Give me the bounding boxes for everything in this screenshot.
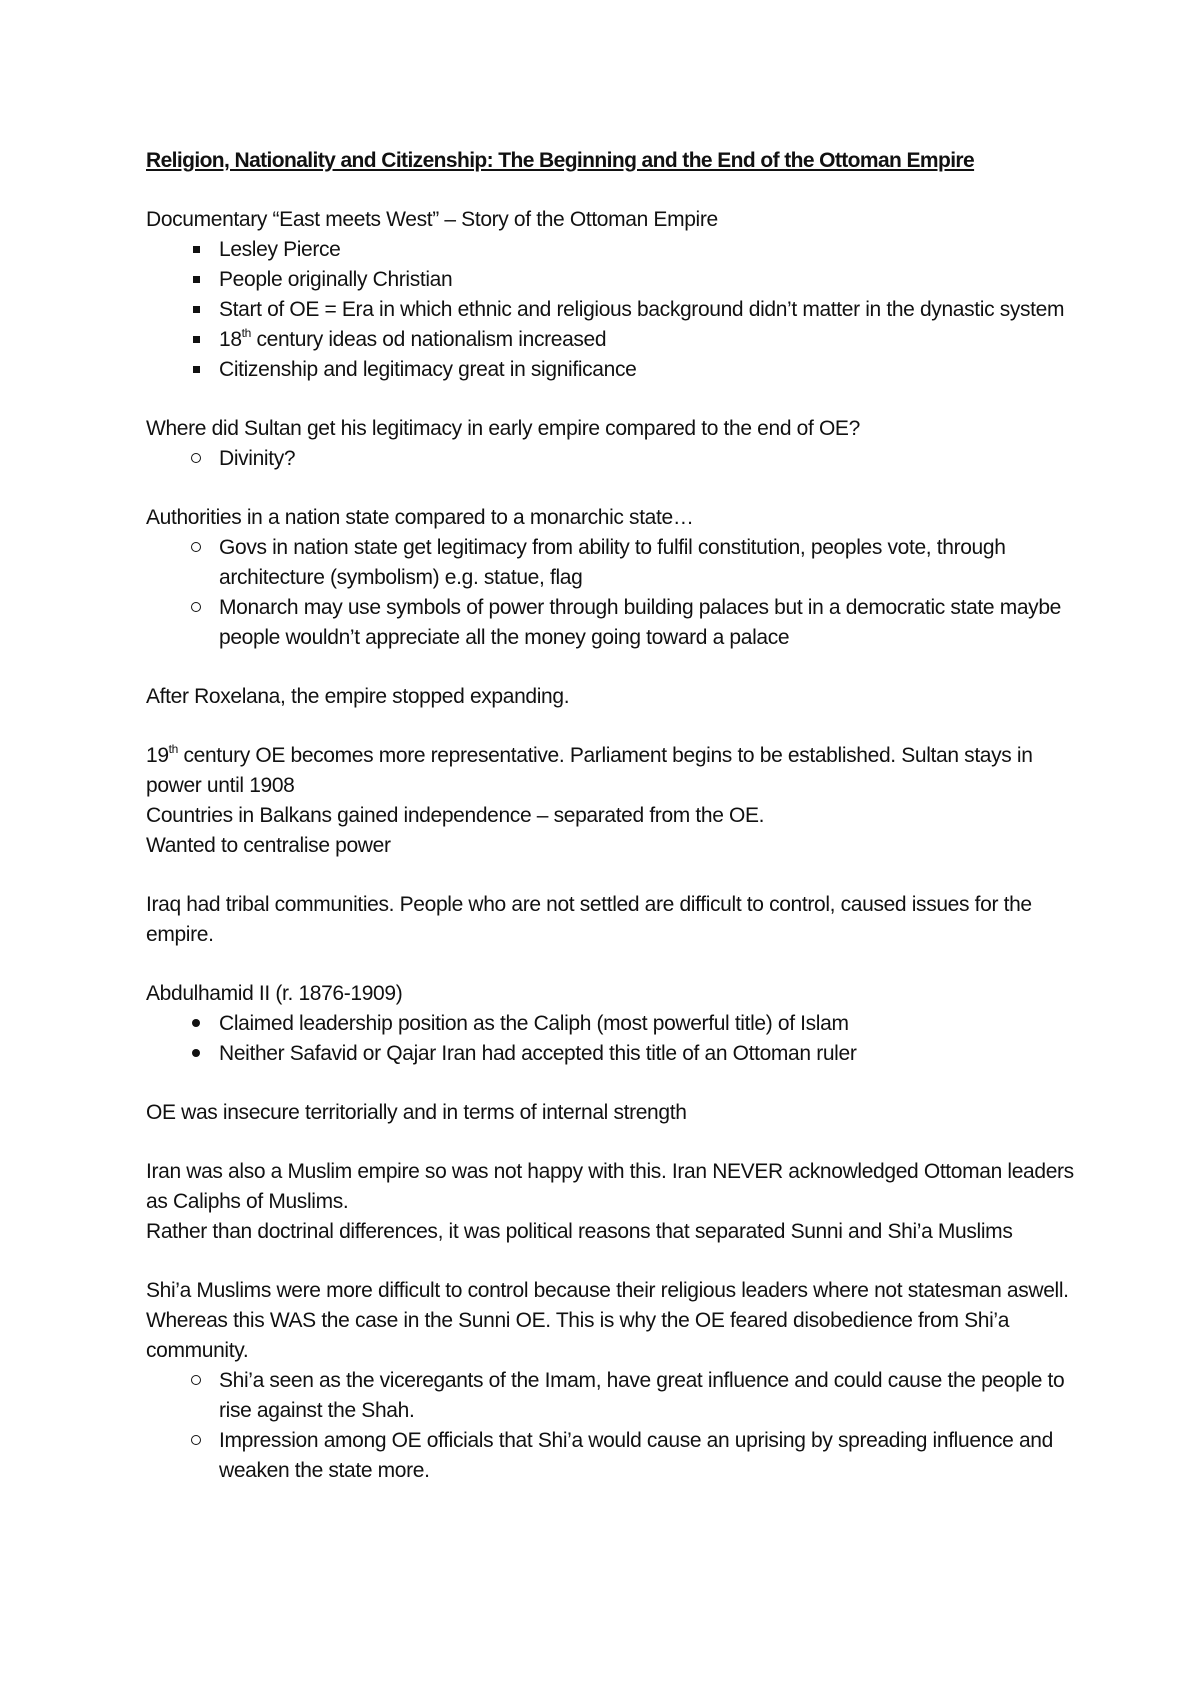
square-bullet-icon (184, 295, 208, 325)
shia-paragraph: Shi’a Muslims were more difficult to control because their religious leaders where not statesman aswell. Whereas this WAS the case in the Sunni OE. This is why the OE feared disobedience from Shi’a community. (146, 1279, 1069, 1362)
documentary-list (146, 235, 1076, 385)
centralise-paragraph: Wanted to centralise power (146, 834, 391, 857)
list-item: Shi’a seen as the viceregants of the Imam, have great influence and could cause the people to rise against the Shah. (146, 1366, 1076, 1426)
circle-bullet-icon (184, 1366, 208, 1396)
abdulhamid-list (146, 1009, 1076, 1069)
list-item: People originally Christian (146, 265, 1076, 295)
list-item: Start of OE = Era in which ethnic and religious background didn’t matter in the dynastic system (146, 295, 1076, 325)
authorities-list (146, 533, 1076, 653)
iran-paragraph: Iran was also a Muslim empire so was not happy with this. Iran NEVER acknowledged Ottoman leaders as Caliphs of Muslims. (146, 1160, 1074, 1213)
doctrinal-paragraph: Rather than doctrinal differences, it was political reasons that separated Sunni and Shi’a Muslims (146, 1220, 1013, 1243)
legitimacy-list (146, 444, 1076, 474)
list-item: Divinity? (146, 444, 1076, 474)
spacer (146, 385, 1076, 414)
circle-bullet-icon (184, 1426, 208, 1456)
spacer (146, 474, 1076, 503)
square-bullet-icon (184, 235, 208, 265)
balkans-paragraph: Countries in Balkans gained independence – separated from the OE. (146, 804, 765, 827)
square-bullet-icon (184, 265, 208, 295)
document-title: Religion, Nationality and Citizenship: The Beginning and the End of the Ottoman Empire (146, 149, 975, 172)
list-item: Claimed leadership position as the Caliph (most powerful title) of Islam (146, 1009, 1076, 1039)
documentary-heading: Documentary “East meets West” – Story of the Ottoman Empire (146, 208, 718, 231)
list-item: Citizenship and legitimacy great in significance (146, 355, 1076, 385)
nineteenth-century-paragraph: 19th century OE becomes more representative. Parliament begins to be established. Sultan stays in power until 1908 (146, 742, 1033, 797)
spacer (146, 1247, 1076, 1276)
legitimacy-question: Where did Sultan get his legitimacy in early empire compared to the end of OE? (146, 417, 860, 440)
dot-bullet-icon (184, 1039, 208, 1069)
spacer (146, 950, 1076, 979)
document-page (146, 146, 1076, 1486)
list-item: 18th century ideas od nationalism increased (146, 325, 1076, 355)
authorities-heading: Authorities in a nation state compared to a monarchic state… (146, 506, 694, 529)
spacer (146, 653, 1076, 682)
list-item: Govs in nation state get legitimacy from ability to fulfil constitution, peoples vote, through architecture (symbolism) e.g. statue, flag (146, 533, 1076, 593)
spacer (146, 1128, 1076, 1157)
spacer (146, 861, 1076, 890)
roxelana-paragraph: After Roxelana, the empire stopped expanding. (146, 685, 570, 708)
dot-bullet-icon (184, 1009, 208, 1039)
circle-bullet-icon (184, 444, 208, 474)
list-item: Impression among OE officials that Shi’a would cause an uprising by spreading influence and weaken the state more. (146, 1426, 1076, 1486)
spacer (146, 712, 1076, 741)
iraq-paragraph: Iraq had tribal communities. People who are not settled are difficult to control, caused issues for the empire. (146, 893, 1032, 946)
insecure-paragraph: OE was insecure territorially and in terms of internal strength (146, 1101, 687, 1124)
list-item: Neither Safavid or Qajar Iran had accepted this title of an Ottoman ruler (146, 1039, 1076, 1069)
shia-list (146, 1366, 1076, 1486)
list-item: Monarch may use symbols of power through building palaces but in a democratic state maybe people wouldn’t appreciate all the money going toward a palace (146, 593, 1076, 653)
square-bullet-icon (184, 325, 208, 355)
circle-bullet-icon (184, 533, 208, 563)
spacer (146, 1069, 1076, 1098)
spacer (146, 176, 1076, 205)
list-item: Lesley Pierce (146, 235, 1076, 265)
square-bullet-icon (184, 355, 208, 385)
circle-bullet-icon (184, 593, 208, 623)
abdulhamid-heading: Abdulhamid II (r. 1876-1909) (146, 982, 403, 1005)
